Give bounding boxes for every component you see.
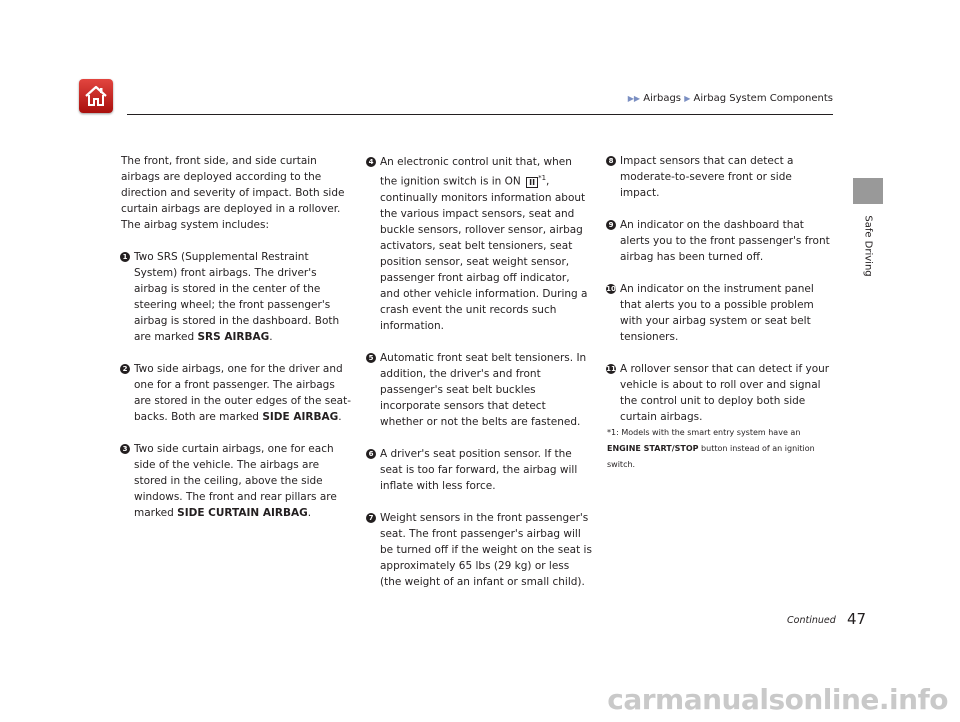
section-label: Safe Driving [862, 215, 874, 277]
section-tab[interactable] [853, 178, 883, 204]
page-number: 47 [847, 610, 867, 628]
home-button[interactable] [79, 79, 113, 113]
item-number: 4 [366, 157, 376, 167]
list-item: 6 A driver's seat position sensor. If the seat is too far forward, the airbag will inflate with less force. [367, 446, 592, 494]
footnote-ref[interactable]: *1 [538, 174, 547, 182]
list-item: 1 Two SRS (Supplemental Restraint System) front airbags. The driver's airbag is stored in the center of the steering wheel; the front passenger's airbag is stored in the dashboard. Both are marked SRS AIRBAG. [121, 249, 353, 345]
item-number: 5 [366, 353, 376, 363]
list-item: 7 Weight sensors in the front passenger's seat. The front passenger's airbag will be turned off if the weight on the seat is approximately 65 lbs (29 kg) or less (the weight of an infant or small child). [367, 510, 592, 590]
item-number: 1 [120, 252, 130, 262]
breadcrumb-components[interactable]: Airbag System Components [693, 93, 833, 104]
list-item: 2 Two side airbags, one for the driver and one for a front passenger. The airbags are stored in the outer edges of the seat-backs. Both are marked SIDE AIRBAG. [121, 361, 353, 425]
list-item: 9 An indicator on the dashboard that alerts you to the front passenger's front airbag has been turned off. [607, 217, 833, 265]
item-number: 7 [366, 513, 376, 523]
item-number: 11 [606, 365, 616, 373]
watermark: carmanualsonline.info [607, 683, 948, 716]
list-item: 11 A rollover sensor that can detect if your vehicle is about to roll over and signal the control unit to deploy both side curtain airbags. [606, 363, 830, 423]
item-number: 2 [120, 364, 130, 374]
column-3 [607, 153, 833, 473]
header-rule [127, 114, 833, 115]
item-number: 3 [120, 444, 130, 454]
intro-paragraph: The front, front side, and side curtain airbags are deployed according to the direction and severity of impact. Both side curtain airbags are deployed in a rollover. The airbag system includes: [121, 155, 345, 231]
ignition-key-icon: II [526, 177, 538, 188]
continued-label: Continued [787, 615, 836, 626]
home-icon [83, 83, 109, 109]
breadcrumb-arrow-icon: ▶ [684, 94, 691, 103]
list-item: 3 Two side curtain airbags, one for each side of the vehicle. The airbags are stored in the ceiling, above the side windows. The front and rear pillars are marked SIDE CURTAIN AIRBAG. [121, 441, 353, 521]
breadcrumb-arrow-icon: ▶▶ [627, 94, 641, 103]
list-item: 4 An electronic control unit that, when the ignition switch is in ON II $^{*1}$, continually monitors information about the various impact sensors, seat and buckle sensors, rollover sensor, airbag activators, seat belt tensioners, seat position sensor, seat weight sensor, passenger front airbag off indicator, and other vehicle information. During a crash event the unit records such information. [367, 154, 592, 334]
column-2 [367, 154, 592, 590]
list-item: 10 An indicator on the instrument panel that alerts you to a possible problem with your airbag system or seat belt tensioners. [606, 283, 814, 343]
item-number: 8 [606, 156, 616, 166]
list-item: 8 Impact sensors that can detect a moderate-to-severe front or side impact. [607, 153, 833, 201]
breadcrumb [628, 93, 833, 104]
column-1 [121, 153, 353, 521]
footnote: *1: Models with the smart entry system have an ENGINE START/STOP button instead of an ignition switch. [607, 428, 815, 469]
list-item: 5 Automatic front seat belt tensioners. In addition, the driver's and front passenger's seat belt buckles incorporate sensors that detect whether or not the belts are fastened. [367, 350, 592, 430]
item-number: 6 [366, 449, 376, 459]
item-number: 9 [606, 220, 616, 230]
item-number: 10 [606, 285, 616, 293]
breadcrumb-airbags[interactable]: Airbags [643, 93, 681, 104]
